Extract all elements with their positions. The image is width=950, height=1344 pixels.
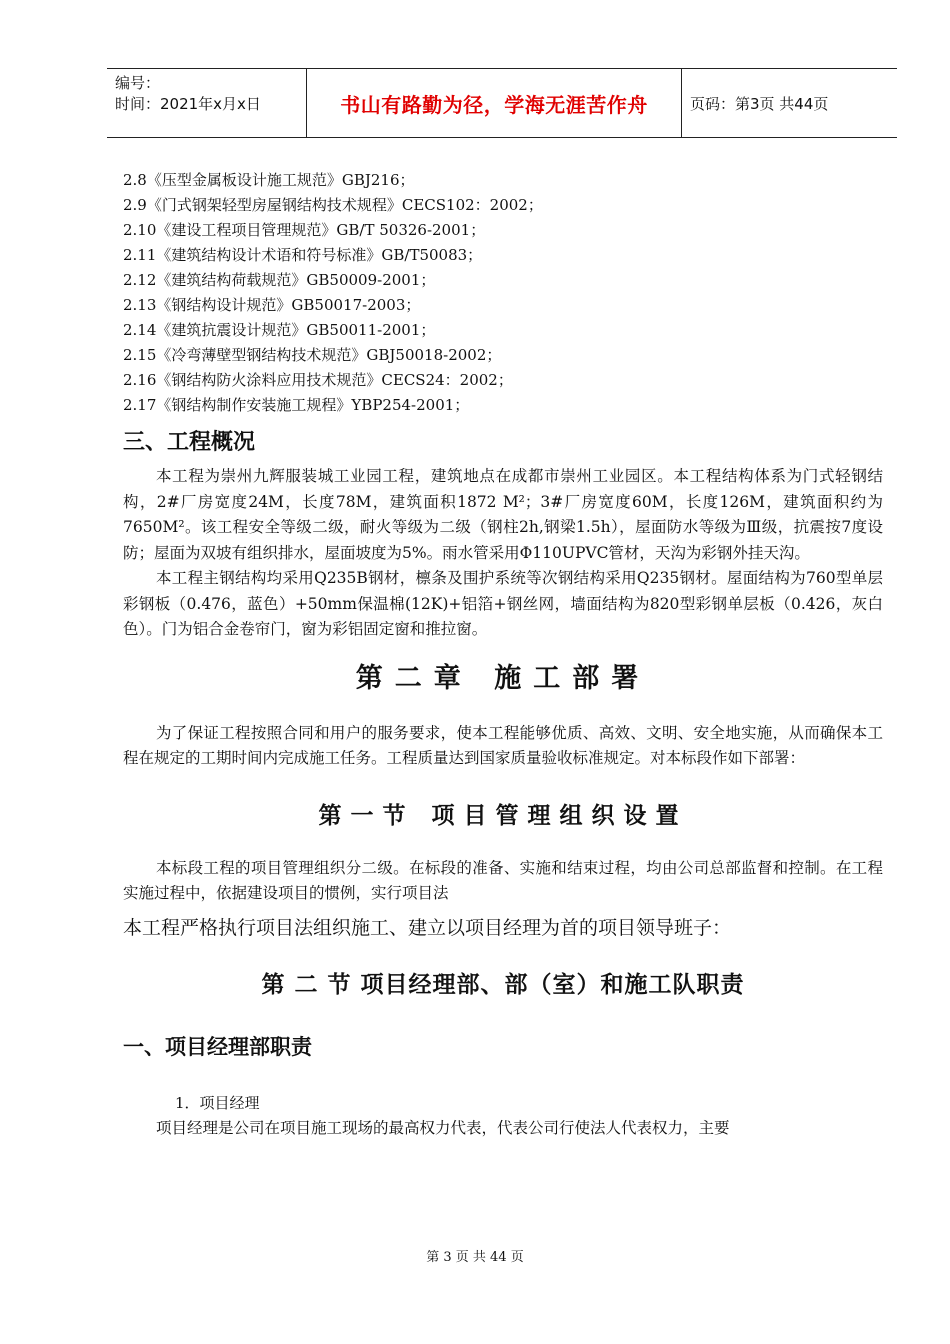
reference-item: 2.11《建筑结构设计术语和符号标准》GB/T50083； <box>123 246 483 264</box>
reference-item: 2.14《建筑抗震设计规范》GB50011-2001； <box>123 321 436 339</box>
chapter-title: 第二章 施工部署 <box>355 662 651 694</box>
reference-list <box>123 168 883 418</box>
document-date-label: 时间：2021年x月x日 <box>115 95 261 113</box>
reference-item: 2.16《钢结构防火涂料应用技术规范》CECS24：2002； <box>123 371 513 389</box>
page-header <box>107 68 897 138</box>
overview-paragraph: 本工程主钢结构均采用Q235B钢材，檩条及围护系统等次钢结构采用Q235钢材。屋面结构为760型单层彩钢板（0.476，蓝色）+50mm保温棉(12K)+铝箔+钢丝网，墙面结构为820型彩钢单层板（0.426，灰白色）。门为铝合金卷帘门，窗为彩铝固定窗和推拉窗。 <box>123 569 883 638</box>
page-footer: 第 3 页 共 44 页 <box>426 1250 524 1265</box>
document-body <box>123 168 883 1141</box>
header-motto: 书山有路勤为径，学海无涯苦作舟 <box>307 69 682 137</box>
reference-item: 2.13《钢结构设计规范》GB50017-2003； <box>123 296 421 314</box>
chapter-paragraph: 为了保证工程按照合同和用户的服务要求，使本工程能够优质、高效、文明、安全地实施，从而确保本工程在规定的工期时间内完成施工任务。工程质量达到国家质量验收标准规定。对本标段作如下部署： <box>123 723 883 767</box>
reference-item: 2.8《压型金属板设计施工规范》GBJ216； <box>123 171 415 189</box>
header-page-label: 页码：第3页 共44页 <box>690 94 829 113</box>
reference-item: 2.17《钢结构制作安装施工规程》YBP254-2001； <box>123 396 470 414</box>
reference-item: 2.10《建设工程项目管理规范》GB/T 50326-2001； <box>123 221 486 239</box>
overview-paragraph: 本工程为崇州九辉服装城工业园工程，建筑地点在成都市崇州工业园区。本工程结构体系为门式轻钢结构，2#厂房宽度24M，长度78M，建筑面积1872 M²；3#厂房宽度60M，长度126M，建筑面积约为7650M²。该工程安全等级二级，耐火等级为二级（钢柱2h,钢梁1.5h），屋面防水等级为Ⅲ级，抗震按7度设防；屋面为双坡有组织排水，屋面坡度为5%。雨水管采用Φ110UPVC管材，天沟为彩钢外挂天沟。 <box>123 467 883 562</box>
subsection-heading: 一、项目经理部职责 <box>123 1034 312 1059</box>
header-meta <box>107 69 307 137</box>
reference-item: 2.9《门式钢架轻型房屋钢结构技术规程》CECS102：2002； <box>123 196 543 214</box>
reference-item: 2.12《建筑结构荷载规范》GB50009-2001； <box>123 271 436 289</box>
item-label: 1．项目经理 <box>175 1093 260 1112</box>
section-paragraph: 本标段工程的项目管理组织分二级。在标段的准备、实施和结束过程，均由公司总部监督和控制。在工程实施过程中，依据建设项目的惯例，实行项目法 <box>123 858 883 902</box>
reference-item: 2.15《冷弯薄壁型钢结构技术规范》GBJ50018-2002； <box>123 346 502 364</box>
section-heading-overview: 三、工程概况 <box>123 430 256 455</box>
section-title-2: 第 二 节 项目经理部、部（室）和施工队职责 <box>261 971 745 998</box>
item-paragraph: 项目经理是公司在项目施工现场的最高权力代表，代表公司行使法人代表权力，主要 <box>156 1118 730 1137</box>
document-number-label: 编号： <box>115 74 161 92</box>
section-paragraph-large: 本工程严格执行项目法组织施工、建立以项目经理为首的项目领导班子： <box>123 916 732 939</box>
section-title-1: 第一节 项目管理组织设置 <box>318 802 688 829</box>
